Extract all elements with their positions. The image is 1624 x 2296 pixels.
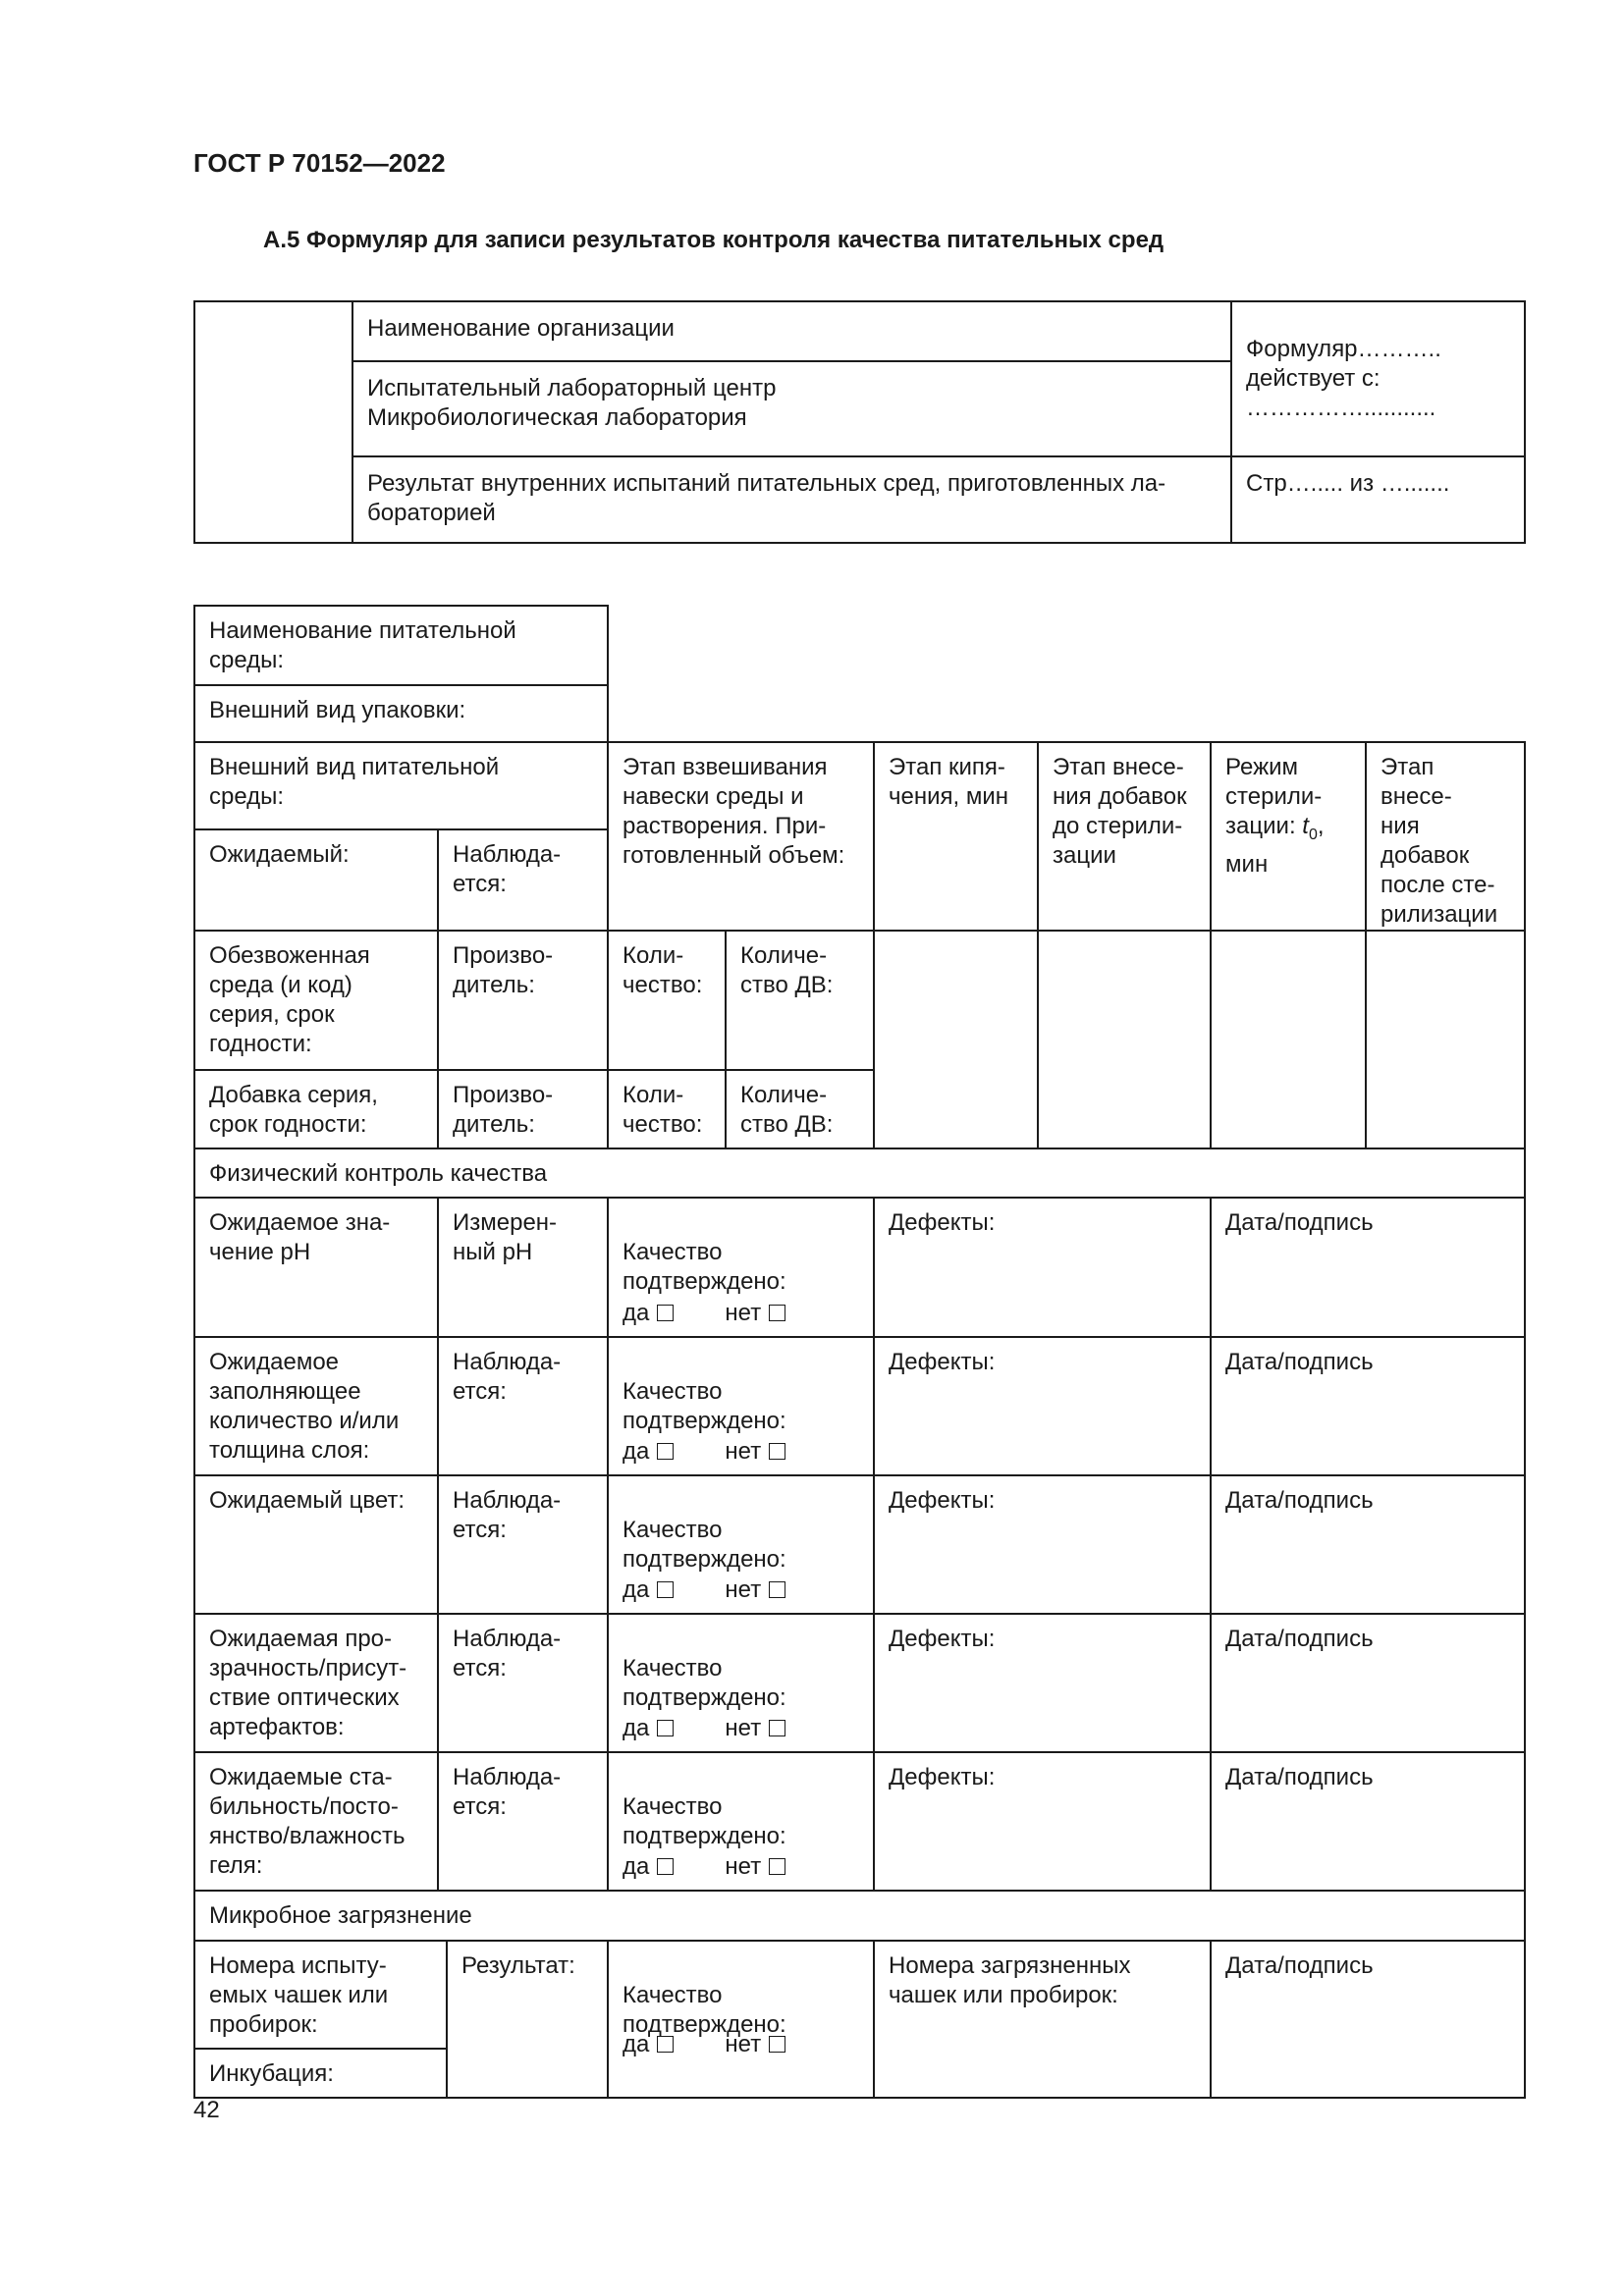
quantity-label: Коли- чество: xyxy=(608,931,726,1070)
contaminated-label: Номера загрязненных чашек или пробирок: xyxy=(874,1941,1211,2098)
dehydrated-medium-label: Обезвоженная среда (и код) серия, срок годности: xyxy=(194,931,438,1070)
additives-after-label: Этап внесе- ния добавок после сте- рилизации xyxy=(1366,742,1525,931)
form-info: Формуляр……….. действует с: ……………........... xyxy=(1231,301,1525,456)
manufacturer-label: Произво- дитель: xyxy=(438,931,608,1070)
medium-name-label: Наименование питательной среды: xyxy=(194,606,608,685)
defects-label: Дефекты: xyxy=(874,1337,1211,1475)
quantity-label: Коли- чество: xyxy=(608,1070,726,1148)
no-checkbox[interactable] xyxy=(769,1305,785,1321)
no-checkbox[interactable] xyxy=(769,1858,785,1875)
defects-label: Дефекты: xyxy=(874,1475,1211,1614)
additive-series-label: Добавка серия, срок годности: xyxy=(194,1070,438,1148)
no-checkbox[interactable] xyxy=(769,1443,785,1460)
stability-expected-label: Ожидаемые ста- бильность/посто- янство/влажность геля: xyxy=(194,1752,438,1891)
quality-confirmed-cell: Качество подтверждено: да нет xyxy=(608,1752,874,1891)
observed-label: Наблюда- ется: xyxy=(438,1337,608,1475)
observed-label: Наблюда- ется: xyxy=(438,1752,608,1891)
color-expected-label: Ожидаемый цвет: xyxy=(194,1475,438,1614)
transparency-expected-label: Ожидаемая про- зрачность/присут- ствие оптических артефактов: xyxy=(194,1614,438,1752)
date-signature-label: Дата/подпись xyxy=(1211,1752,1525,1891)
ph-measured-label: Измерен- ный pH xyxy=(438,1198,608,1337)
sterilization-mode-label: Режим стерили- зации: $t_0$, мин xyxy=(1211,742,1366,931)
additives-before-value[interactable] xyxy=(1038,931,1211,1148)
defects-label: Дефекты: xyxy=(874,1752,1211,1891)
fill-expected-label: Ожидаемое заполняющее количество и/или толщина слоя: xyxy=(194,1337,438,1475)
quantity-dv-label: Количе- ство ДВ: xyxy=(726,1070,874,1148)
yes-checkbox[interactable] xyxy=(657,1581,674,1598)
quantity-dv-label: Количе- ство ДВ: xyxy=(726,931,874,1070)
no-checkbox[interactable] xyxy=(769,1581,785,1598)
header-block xyxy=(193,300,1526,544)
date-signature-label: Дата/подпись xyxy=(1211,1337,1525,1475)
dish-numbers-label: Номера испыту- емых чашек или пробирок: xyxy=(194,1941,447,2049)
yes-checkbox[interactable] xyxy=(657,1858,674,1875)
yes-checkbox[interactable] xyxy=(657,1443,674,1460)
yes-checkbox[interactable] xyxy=(657,2036,674,2053)
section-title: А.5 Формуляр для записи результатов контроля качества питательных сред xyxy=(263,227,1164,253)
result-label: Результат: xyxy=(447,1941,608,2098)
date-signature-label: Дата/подпись xyxy=(1211,1614,1525,1752)
result-title: Результат внутренних испытаний питательных сред, приготовленных ла- бораторией xyxy=(352,456,1231,543)
page-info: Стр…..... из …....... xyxy=(1231,456,1525,543)
org-name: Наименование организации xyxy=(352,301,1231,361)
additives-before-label: Этап внесе- ния добавок до стерили- зации xyxy=(1038,742,1211,931)
ph-expected-label: Ожидаемое зна- чение pH xyxy=(194,1198,438,1337)
yes-checkbox[interactable] xyxy=(657,1720,674,1736)
weighing-stage-label: Этап взвешивания навески среды и растворения. При- готовленный объем: xyxy=(608,742,874,931)
no-checkbox[interactable] xyxy=(769,2036,785,2053)
date-signature-label: Дата/подпись xyxy=(1211,1198,1525,1337)
microbial-heading: Микробное загрязнение xyxy=(194,1891,1525,1941)
boiling-stage-value[interactable] xyxy=(874,931,1038,1148)
quality-confirmed-cell: Качество подтверждено: да нет xyxy=(608,1941,874,2098)
no-checkbox[interactable] xyxy=(769,1720,785,1736)
defects-label: Дефекты: xyxy=(874,1198,1211,1337)
logo-cell xyxy=(194,301,352,543)
quality-confirmed-cell: Качество подтверждено: да нет xyxy=(608,1198,874,1337)
additives-after-value[interactable] xyxy=(1366,931,1525,1148)
quality-confirmed-cell: Качество подтверждено: да нет xyxy=(608,1475,874,1614)
yes-checkbox[interactable] xyxy=(657,1305,674,1321)
manufacturer-label: Произво- дитель: xyxy=(438,1070,608,1148)
observed-label: Наблюда- ется: xyxy=(438,829,608,931)
observed-label: Наблюда- ется: xyxy=(438,1475,608,1614)
page-number: 42 xyxy=(193,2097,220,2123)
date-signature-label: Дата/подпись xyxy=(1211,1475,1525,1614)
medium-appearance-label: Внешний вид питательной среды: xyxy=(194,742,608,829)
expected-label: Ожидаемый: xyxy=(194,829,438,931)
defects-label: Дефекты: xyxy=(874,1614,1211,1752)
boiling-stage-label: Этап кипя- чения, мин xyxy=(874,742,1038,931)
date-signature-label: Дата/подпись xyxy=(1211,1941,1525,2098)
observed-label: Наблюда- ется: xyxy=(438,1614,608,1752)
lab-name: Испытательный лабораторный центр Микробиологическая лаборатория xyxy=(352,361,1231,456)
quality-confirmed-cell: Качество подтверждено: да нет xyxy=(608,1337,874,1475)
quality-confirmed-cell: Качество подтверждено: да нет xyxy=(608,1614,874,1752)
physical-control-heading: Физический контроль качества xyxy=(194,1148,1525,1198)
incubation-label: Инкубация: xyxy=(194,2049,447,2098)
package-appearance-label: Внешний вид упаковки: xyxy=(194,685,608,742)
sterilization-mode-value[interactable] xyxy=(1211,931,1366,1148)
quality-control-form xyxy=(193,605,1526,2099)
document-code: ГОСТ Р 70152—2022 xyxy=(193,148,446,178)
